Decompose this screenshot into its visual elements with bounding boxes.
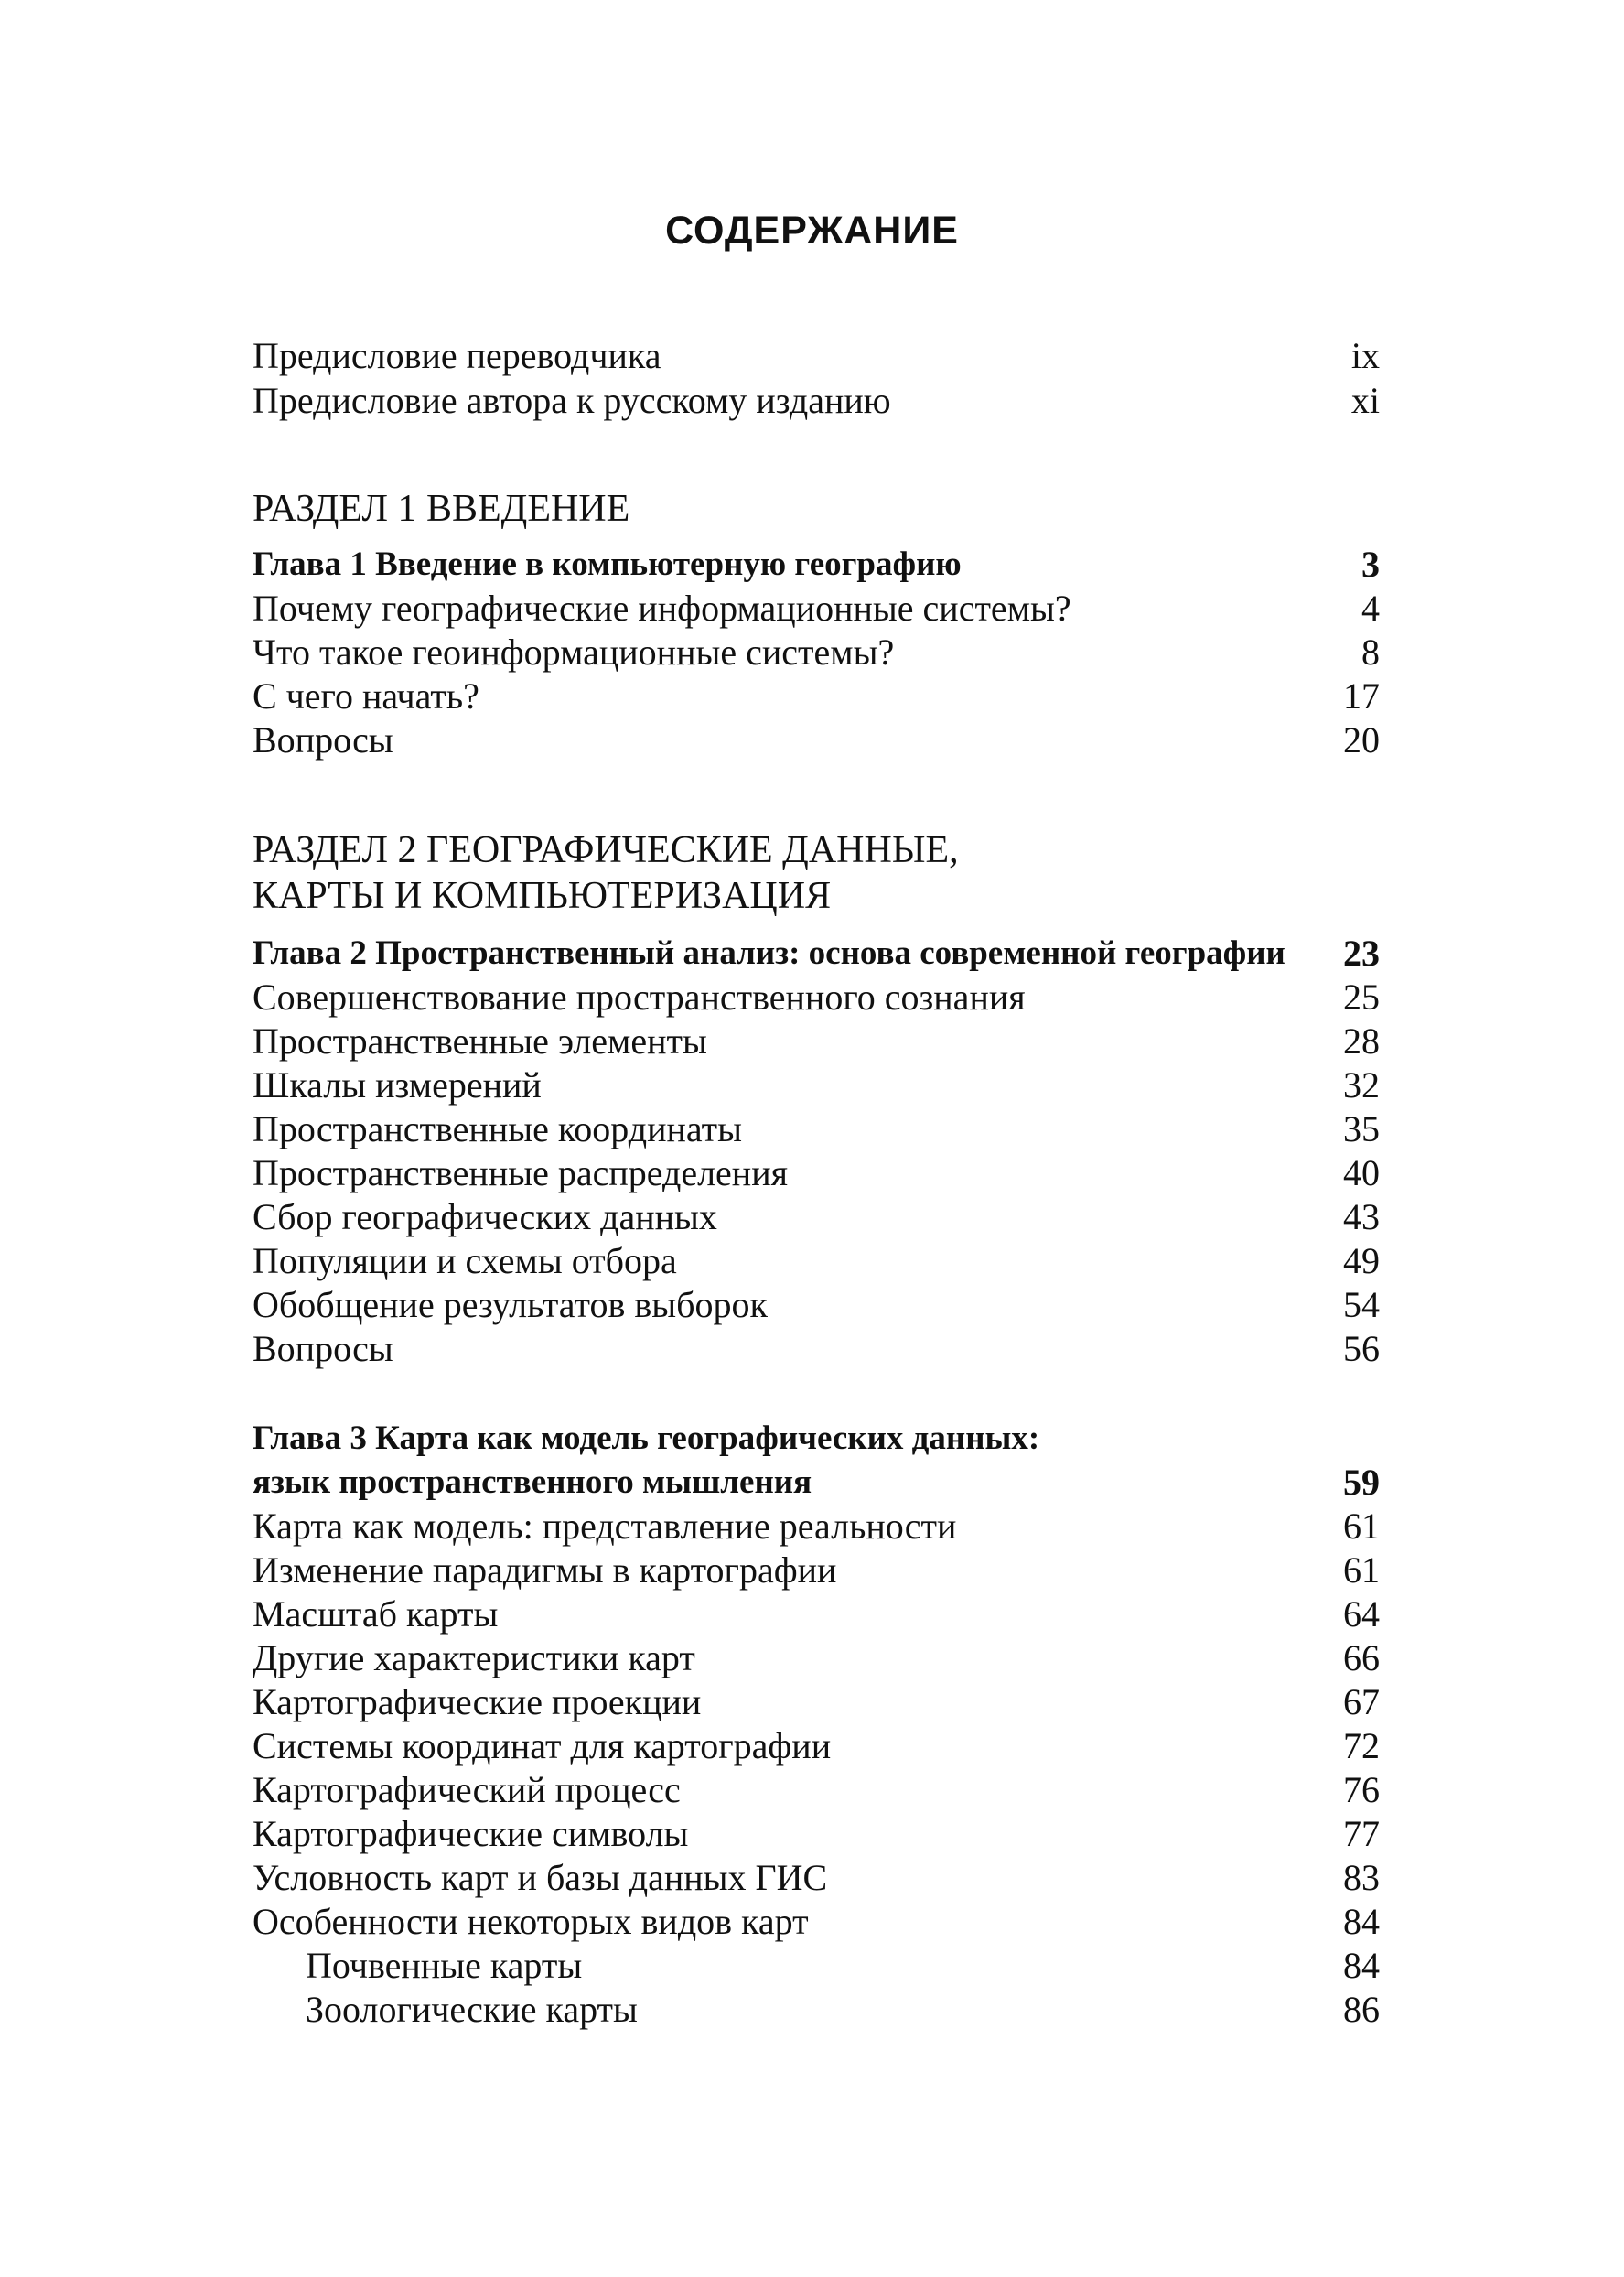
toc-entry-page: xi [1350,380,1380,421]
toc-entry-label: Предисловие автора к русскому изданию [253,380,891,421]
toc-entry-page: 84 [1343,1901,1380,1942]
toc-entry-page: 40 [1343,1152,1380,1193]
toc-entry [253,1282,1380,1328]
toc-entry [253,1592,1380,1637]
toc-entry [253,1899,1380,1945]
toc-entry-page: 54 [1343,1284,1380,1325]
toc-subentry [253,1943,1380,1989]
toc-entry-label: Сбор географических данных [253,1196,717,1237]
toc-entry-label: Картографические проекции [253,1681,702,1722]
toc-entry-label: Пространственные координаты [253,1108,742,1149]
toc-chapter-2 [253,931,1380,977]
toc-entry-label: Картографический процесс [253,1769,681,1810]
toc-entry [253,1635,1380,1681]
toc-entry-translator-preface [253,333,1380,379]
toc-subentry-page: 84 [1343,1945,1380,1986]
toc-entry-label: Системы координат для картографии [253,1725,832,1766]
toc-entry-label: Карта как модель: представление реальности [253,1505,957,1547]
toc-entry [253,1504,1380,1549]
toc-entry-author-preface [253,378,1380,424]
toc-entry-page: 8 [1361,631,1380,673]
toc-entry-page: 61 [1343,1505,1380,1547]
toc-entry [253,1063,1380,1108]
toc-entry-page: 83 [1343,1857,1380,1898]
toc-entry-page: 43 [1343,1196,1380,1237]
toc-entry-page: 67 [1343,1681,1380,1722]
toc-subentry-label: Почвенные карты [306,1945,583,1986]
toc-entry-label: Пространственные элементы [253,1020,707,1062]
toc-entry [253,1150,1380,1196]
toc-chapter-page: 59 [1343,1462,1380,1503]
toc-entry-page: 4 [1361,588,1380,629]
toc-entry [253,1855,1380,1901]
toc-chapter-page: 3 [1361,544,1380,585]
toc-entry-page: 32 [1343,1064,1380,1106]
toc-entry [253,1548,1380,1593]
toc-chapter-label: Глава 2 Пространственный анализ: основа современной географии [253,934,1285,972]
toc-entry [253,1238,1380,1284]
toc-entry-page: ix [1350,335,1380,376]
toc-chapter-label: Глава 3 Карта как модель географических данных: [253,1419,1040,1457]
toc-chapter-label: Глава 1 Введение в компьютерную географию [253,545,962,583]
toc-chapter-3-line-2 [253,1460,1380,1505]
toc-entry-page: 66 [1343,1637,1380,1678]
toc-entry-page: 64 [1343,1593,1380,1635]
toc-chapter-label: язык пространственного мышления [253,1463,812,1501]
toc-entry-label: Изменение парадигмы в картографии [253,1549,837,1591]
toc-entry-page: 20 [1343,719,1380,761]
toc-entry-label: Шкалы измерений [253,1064,542,1106]
toc-entry-label: Картографические символы [253,1813,689,1854]
toc-entry-page: 76 [1343,1769,1380,1810]
toc-entry [253,674,1380,719]
toc-subentry-page: 86 [1343,1989,1380,2030]
toc-entry-label: С чего начать? [253,675,479,717]
toc-entry [253,1679,1380,1725]
toc-entry-page: 72 [1343,1725,1380,1766]
toc-entry-page: 77 [1343,1813,1380,1854]
toc-entry-label: Особенности некоторых видов карт [253,1901,809,1942]
toc-entry [253,718,1380,763]
toc-chapter-1 [253,542,1380,588]
toc-entry [253,1723,1380,1769]
toc-entry-page: 35 [1343,1108,1380,1149]
toc-entry [253,1194,1380,1240]
toc-subentry [253,1987,1380,2033]
toc-chapter-3-line-1 [253,1416,1380,1462]
section-1-heading: РАЗДЕЛ 1 ВВЕДЕНИЕ [253,488,630,530]
toc-entry-label: Обобщение результатов выборок [253,1284,768,1325]
toc-entry-page: 61 [1343,1549,1380,1591]
page-title: СОДЕРЖАНИЕ [665,209,959,253]
toc-entry-label: Условность карт и базы данных ГИС [253,1857,828,1898]
toc-entry-label: Что такое геоинформационные системы? [253,631,895,673]
toc-chapter-page: 23 [1343,933,1380,974]
toc-entry [253,1767,1380,1813]
toc-entry-label: Вопросы [253,1328,393,1369]
toc-entry-label: Масштаб карты [253,1593,499,1635]
toc-entry-page: 56 [1343,1328,1380,1369]
toc-entry [253,1811,1380,1857]
toc-entry-label: Популяции и схемы отбора [253,1240,677,1281]
toc-entry [253,630,1380,675]
toc-entry-label: Совершенствование пространственного сознания [253,977,1026,1018]
toc-subentry-label: Зоологические карты [306,1989,638,2030]
toc-entry-label: Почему географические информационные системы? [253,588,1071,629]
toc-entry-page: 28 [1343,1020,1380,1062]
toc-entry-page: 49 [1343,1240,1380,1281]
section-2-heading-line-1: РАЗДЕЛ 2 ГЕОГРАФИЧЕСКИЕ ДАННЫЕ, [253,829,959,871]
toc-entry [253,975,1380,1020]
toc-entry-page: 17 [1343,675,1380,717]
toc-entry-label: Вопросы [253,719,393,761]
toc-entry-page: 25 [1343,977,1380,1018]
toc-entry [253,1106,1380,1152]
toc-entry-label: Пространственные распределения [253,1152,789,1193]
toc-entry-label: Другие характеристики карт [253,1637,695,1678]
toc-entry [253,1326,1380,1372]
toc-entry-label: Предисловие переводчика [253,335,661,376]
section-2-heading-line-2: КАРТЫ И КОМПЬЮТЕРИЗАЦИЯ [253,875,832,917]
toc-entry [253,586,1380,631]
toc-entry [253,1019,1380,1064]
